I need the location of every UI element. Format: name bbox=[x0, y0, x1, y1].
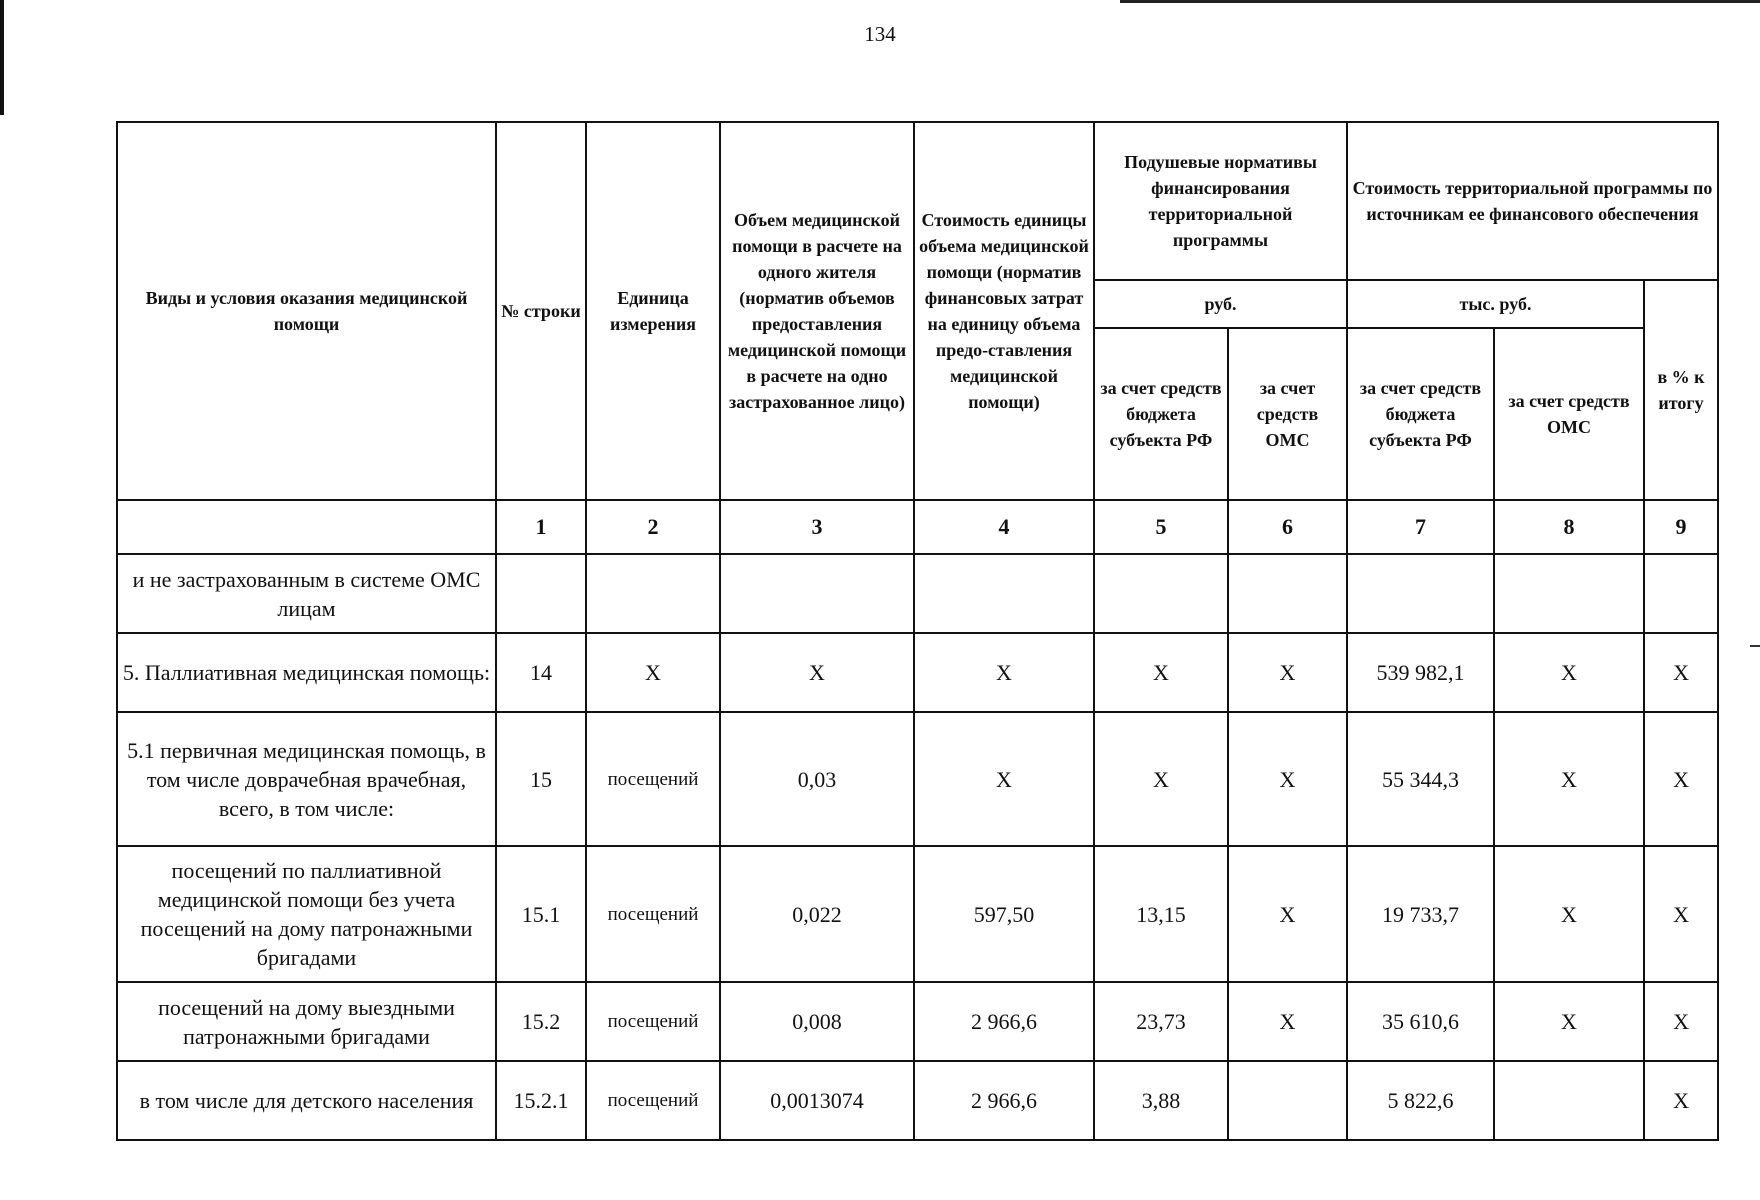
header-row-1 bbox=[117, 122, 1718, 280]
header-thous-rub: тыс. руб. bbox=[1347, 280, 1644, 328]
row-cost-budget bbox=[1347, 554, 1494, 633]
row-number: 15.2 bbox=[496, 982, 586, 1061]
row-percent: Х bbox=[1644, 982, 1718, 1061]
row-per-capita-budget: 23,73 bbox=[1094, 982, 1228, 1061]
header-percent: в % к итогу bbox=[1644, 280, 1718, 500]
row-cost-budget: 539 982,1 bbox=[1347, 633, 1494, 712]
row-per-capita-oms bbox=[1228, 554, 1347, 633]
row-number: 15.1 bbox=[496, 846, 586, 982]
column-number: 1 bbox=[496, 500, 586, 554]
header-rub: руб. bbox=[1094, 280, 1347, 328]
header-row-number: № строки bbox=[496, 122, 586, 500]
header-per-capita: Подушевые нормативы финансирования территориальной программы bbox=[1094, 122, 1347, 280]
scan-margin-mark bbox=[1750, 645, 1760, 647]
row-cost-oms bbox=[1494, 554, 1644, 633]
row-cost-oms bbox=[1494, 1061, 1644, 1140]
row-unit-cost: 597,50 bbox=[914, 846, 1094, 982]
row-per-capita-oms: Х bbox=[1228, 633, 1347, 712]
row-number: 15.2.1 bbox=[496, 1061, 586, 1140]
row-per-capita-budget bbox=[1094, 554, 1228, 633]
row-label: 5. Паллиативная медицинская помощь: bbox=[117, 633, 496, 712]
row-cost-oms: Х bbox=[1494, 846, 1644, 982]
row-number: 15 bbox=[496, 712, 586, 846]
row-cost-budget: 19 733,7 bbox=[1347, 846, 1494, 982]
row-label: 5.1 первичная медицинская помощь, в том числе доврачебная врачебная, всего, в том числе: bbox=[117, 712, 496, 846]
scan-top-edge bbox=[1120, 0, 1760, 3]
row-per-capita-budget: Х bbox=[1094, 633, 1228, 712]
row-per-capita-budget: Х bbox=[1094, 712, 1228, 846]
row-cost-oms: Х bbox=[1494, 712, 1644, 846]
row-number bbox=[496, 554, 586, 633]
row-per-capita-oms: Х bbox=[1228, 712, 1347, 846]
table-container bbox=[116, 121, 1717, 1141]
column-number-row bbox=[117, 500, 1718, 554]
row-volume: 0,008 bbox=[720, 982, 914, 1061]
column-number: 9 bbox=[1644, 500, 1718, 554]
row-unit: посещений bbox=[586, 1061, 720, 1140]
column-number: 8 bbox=[1494, 500, 1644, 554]
row-percent: Х bbox=[1644, 712, 1718, 846]
header-unit-cost: Стоимость единицы объема медицинской помощи (норматив финансовых затрат на единицу объема предо-ставления медицинской помощи) bbox=[914, 122, 1094, 500]
header-program-cost: Стоимость территориальной программы по источникам ее финансового обеспечения bbox=[1347, 122, 1718, 280]
row-volume: 0,03 bbox=[720, 712, 914, 846]
row-unit: посещений bbox=[586, 982, 720, 1061]
table-row bbox=[117, 846, 1718, 982]
column-number: 4 bbox=[914, 500, 1094, 554]
row-number: 14 bbox=[496, 633, 586, 712]
row-per-capita-oms: Х bbox=[1228, 982, 1347, 1061]
row-cost-oms: Х bbox=[1494, 633, 1644, 712]
row-unit-cost: 2 966,6 bbox=[914, 1061, 1094, 1140]
row-per-capita-budget: 3,88 bbox=[1094, 1061, 1228, 1140]
table-row bbox=[117, 1061, 1718, 1140]
table-row bbox=[117, 554, 1718, 633]
column-number: 5 bbox=[1094, 500, 1228, 554]
row-unit: Х bbox=[586, 633, 720, 712]
header-budget-rf-5: за счет средств бюджета субъекта РФ bbox=[1094, 328, 1228, 500]
table-row bbox=[117, 982, 1718, 1061]
financing-table bbox=[116, 121, 1719, 1141]
row-percent bbox=[1644, 554, 1718, 633]
header-type-of-care: Виды и условия оказания медицинской помощи bbox=[117, 122, 496, 500]
row-label: в том числе для детского населения bbox=[117, 1061, 496, 1140]
page-number: 134 bbox=[864, 22, 896, 46]
header-oms-6: за счет средств ОМС bbox=[1228, 328, 1347, 500]
header-budget-rf-7: за счет средств бюджета субъекта РФ bbox=[1347, 328, 1494, 500]
row-label: и не застрахованным в системе ОМС лицам bbox=[117, 554, 496, 633]
row-percent: Х bbox=[1644, 633, 1718, 712]
row-volume: Х bbox=[720, 633, 914, 712]
row-label: посещений по паллиативной медицинской помощи без учета посещений на дому патронажными бригадами bbox=[117, 846, 496, 982]
column-number: 6 bbox=[1228, 500, 1347, 554]
column-number: 7 bbox=[1347, 500, 1494, 554]
row-cost-budget: 55 344,3 bbox=[1347, 712, 1494, 846]
header-unit: Единица измерения bbox=[586, 122, 720, 500]
row-unit-cost: 2 966,6 bbox=[914, 982, 1094, 1061]
row-cost-budget: 5 822,6 bbox=[1347, 1061, 1494, 1140]
row-per-capita-oms bbox=[1228, 1061, 1347, 1140]
column-number: 2 bbox=[586, 500, 720, 554]
row-percent: Х bbox=[1644, 1061, 1718, 1140]
row-label: посещений на дому выездными патронажными бригадами bbox=[117, 982, 496, 1061]
row-volume bbox=[720, 554, 914, 633]
row-unit-cost bbox=[914, 554, 1094, 633]
row-unit-cost: Х bbox=[914, 712, 1094, 846]
row-unit: посещений bbox=[586, 712, 720, 846]
row-unit: посещений bbox=[586, 846, 720, 982]
row-cost-oms: Х bbox=[1494, 982, 1644, 1061]
row-volume: 0,0013074 bbox=[720, 1061, 914, 1140]
row-per-capita-oms: Х bbox=[1228, 846, 1347, 982]
row-per-capita-budget: 13,15 bbox=[1094, 846, 1228, 982]
row-volume: 0,022 bbox=[720, 846, 914, 982]
header-oms-8: за счет средств ОМС bbox=[1494, 328, 1644, 500]
header-volume: Объем медицинской помощи в расчете на одного жителя (норматив объемов предоставления медицинской помощи в расчете на одно застрахованное лицо) bbox=[720, 122, 914, 500]
scan-left-edge bbox=[0, 0, 4, 115]
table-row bbox=[117, 712, 1718, 846]
column-number-empty bbox=[117, 500, 496, 554]
column-number: 3 bbox=[720, 500, 914, 554]
table-row bbox=[117, 633, 1718, 712]
row-cost-budget: 35 610,6 bbox=[1347, 982, 1494, 1061]
row-unit bbox=[586, 554, 720, 633]
row-percent: Х bbox=[1644, 846, 1718, 982]
row-unit-cost: Х bbox=[914, 633, 1094, 712]
